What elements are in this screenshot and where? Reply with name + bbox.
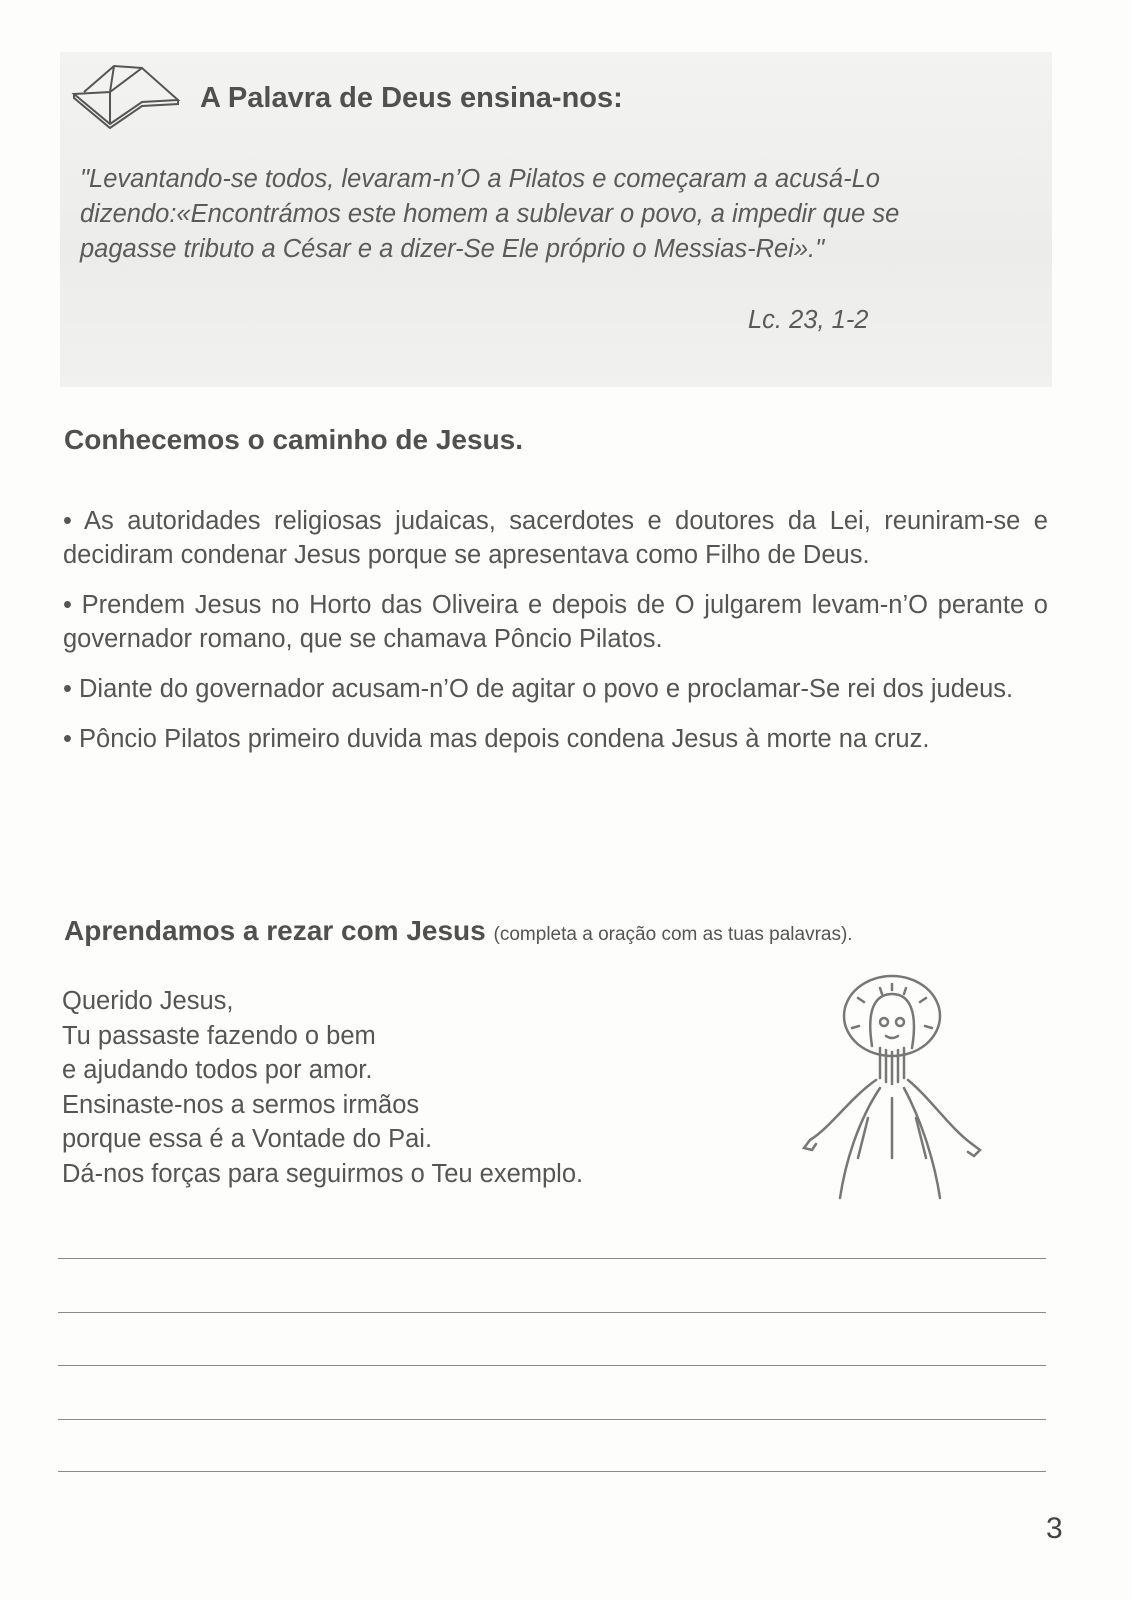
bullet-item: • Pôncio Pilatos primeiro duvida mas depois condena Jesus à morte na cruz.: [63, 725, 930, 753]
section-heading-caminho: Conhecemos o caminho de Jesus.: [64, 424, 524, 455]
prayer-line: Tu passaste fazendo o bem: [62, 1021, 376, 1050]
quote-line: dizendo:«Encontrámos este homem a sublevar o povo, a impedir que se: [80, 200, 900, 228]
quote-line: "Levantando-se todos, levaram-n’O a Pilatos e começaram a acusá-Lo: [80, 165, 880, 193]
prayer-line: Dá-nos forças para seguirmos o Teu exemplo.: [62, 1159, 584, 1188]
bullet-item: • Prendem Jesus no Horto das Oliveira e depois de O julgarem levam-n’O perante o governador romano, que se chamava Pôncio Pilatos.: [63, 591, 1048, 653]
prayer-line: Querido Jesus,: [62, 987, 234, 1015]
page-number: 3: [1046, 1512, 1063, 1545]
writing-line[interactable]: [58, 1419, 1046, 1420]
writing-line[interactable]: [58, 1365, 1046, 1366]
open-book-icon: [70, 62, 185, 132]
scripture-title: A Palavra de Deus ensina-nos:: [200, 82, 623, 114]
heading-text: Aprendamos a rezar com Jesus: [64, 915, 486, 946]
prayer-line: Ensinaste-nos a sermos irmãos: [62, 1090, 420, 1119]
bullet-list: [63, 504, 1048, 772]
bullet-item: • As autoridades religiosas judaicas, sacerdotes e doutores da Lei, reuniram-se e decidiram condenar Jesus porque se apresentava como Filho de Deus.: [63, 507, 1048, 569]
prayer-line: e ajudando todos por amor.: [62, 1056, 373, 1084]
writing-line[interactable]: [58, 1471, 1046, 1472]
scripture-quote: [80, 162, 1050, 267]
writing-line[interactable]: [58, 1312, 1046, 1313]
section-heading-rezar: [64, 915, 853, 947]
quote-line: pagasse tributo a César e a dizer-Se Ele próprio o Messias-Rei».": [80, 235, 825, 263]
writing-line[interactable]: [58, 1258, 1046, 1259]
prayer-line: porque essa é a Vontade do Pai.: [62, 1125, 433, 1153]
heading-note: (completa a oração com as tuas palavras).: [493, 924, 853, 945]
jesus-illustration: [800, 968, 985, 1203]
prayer-text: [62, 984, 583, 1191]
bullet-item: • Diante do governador acusam-n’O de agitar o povo e proclamar-Se rei dos judeus.: [63, 675, 1014, 703]
scripture-reference: Lc. 23, 1-2: [748, 306, 869, 334]
